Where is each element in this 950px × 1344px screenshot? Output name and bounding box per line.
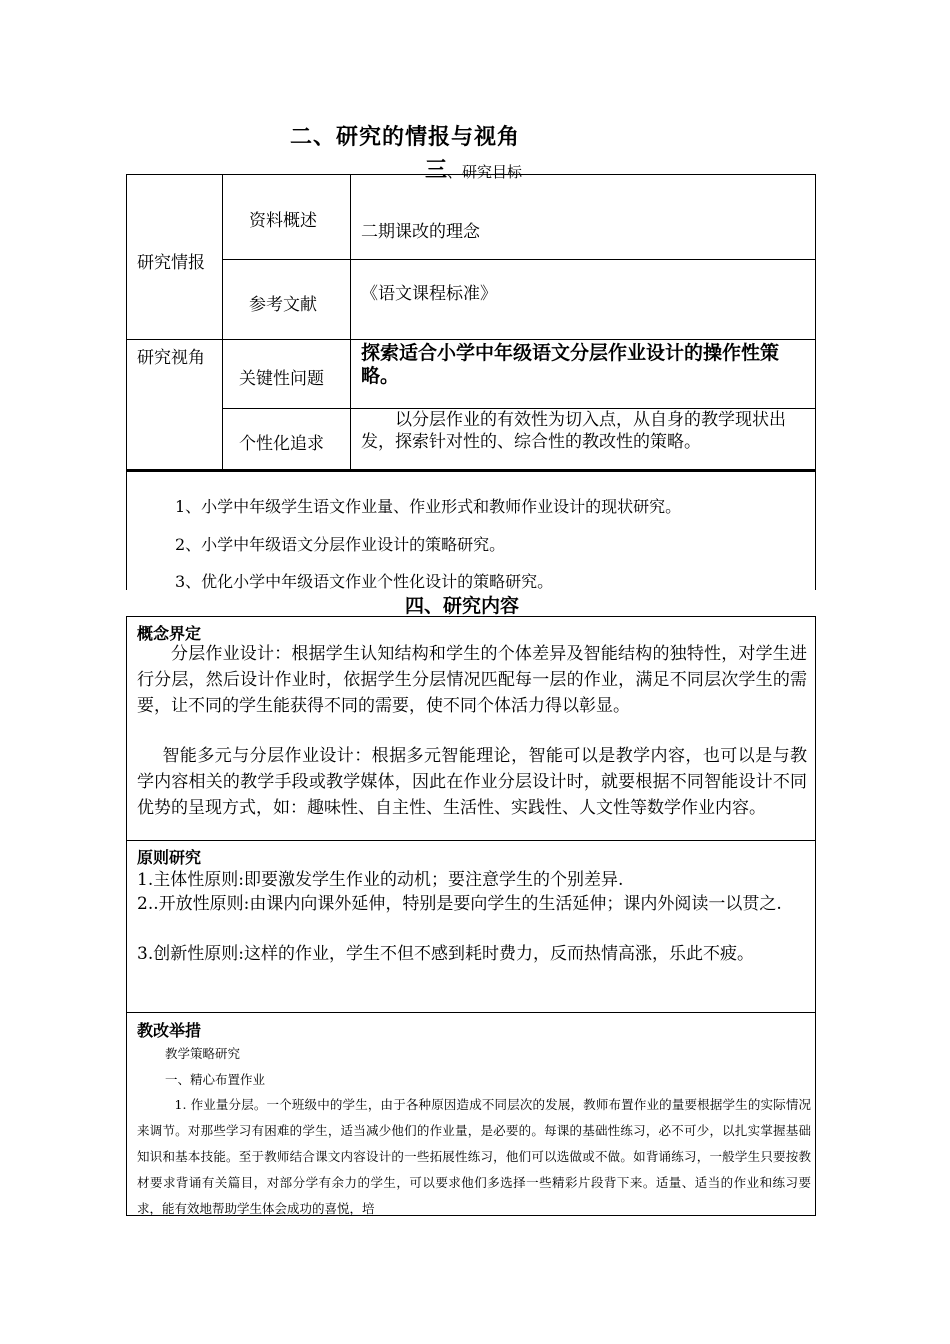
goal-item: 2、小学中年级语文分层作业设计的策略研究。 [175, 535, 506, 554]
heading-3-text: 、研究目标 [447, 163, 523, 181]
research-info-label: 研究情报 [137, 253, 205, 273]
reform-subtitle-2: 一、精心布置作业 [165, 1072, 266, 1087]
principle-item-2: 2..开放性原则:由课内向课外延伸，特别是要向学生的生活延伸；课内外阅读一以贯之. [137, 894, 782, 914]
concept-paragraph-1: 分层作业设计：根据学生认知结构和学生的个体差异及智能结构的独特性，对学生进行分层，然后设计作业时，依据学生分层情况匹配每一层的作业，满足不同层次学生的需要，让不同的学生能获得不同的需要，使不同个体活力得以彰显。 [137, 644, 807, 716]
material-overview-value: 二期课改的理念 [361, 222, 480, 242]
principle-title: 原则研究 [137, 848, 202, 867]
principle-item-1: 1.主体性原则:即要激发学生作业的动机；要注意学生的个别差异. [137, 870, 624, 890]
section-heading-2: 二、研究的情报与视角 [290, 125, 521, 150]
key-question-label: 关键性问题 [239, 369, 324, 389]
heading-3-number: 三 [425, 158, 448, 183]
research-perspective-label: 研究视角 [137, 348, 205, 368]
research-content-table [126, 616, 816, 1216]
goal-item: 3、优化小学中年级语文作业个性化设计的策略研究。 [175, 572, 554, 591]
principle-item-3: 3.创新性原则:这样的作业，学生不但不感到耗时费力，反而热情高涨，乐此不疲。 [137, 944, 754, 964]
material-overview-label: 资料概述 [249, 211, 317, 231]
concept-title: 概念界定 [137, 624, 202, 643]
reform-paragraph: 1. 作业量分层。一个班级中的学生，由于各种原因造成不同层次的发展，教师布置作业的量要根据学生的实际情况来调节。对那些学习有困难的学生，适当减少他们的作业量，是必要的。每课的基础性练习，必不可少，以扎实掌握基础知识和基本技能。至于教师结合课文内容设计的一些拓展性练习，他们可以选做或不做。如背诵练习，一般学生只要按教材要求背诵有关篇目，对部分学有余力的学生，可以要求他们多选择一些精彩片段背下来。适量、适当的作业和练习要求，能有效地帮助学生体会成功的喜悦，培 [137, 1097, 811, 1216]
key-question-value: 探索适合小学中年级语文分层作业设计的操作性策略。 [361, 342, 780, 387]
section-heading-4: 四、研究内容 [405, 595, 520, 617]
reform-title: 教改举措 [137, 1021, 202, 1040]
references-value: 《语文课程标准》 [361, 284, 497, 304]
research-info-table [126, 174, 816, 470]
research-goals-box [126, 470, 816, 590]
reform-subtitle-1: 教学策略研究 [165, 1046, 241, 1061]
personal-pursuit-value: 以分层作业的有效性为切入点，从自身的教学现状出发，探索针对性的、综合性的教改性的策略。 [361, 410, 786, 452]
references-label: 参考文献 [249, 295, 317, 315]
personal-pursuit-label: 个性化追求 [239, 434, 324, 454]
concept-paragraph-2: 智能多元与分层作业设计：根据多元智能理论，智能可以是教学内容，也可以是与教学内容相关的教学手段或教学媒体，因此在作业分层设计时，就要根据不同智能设计不同优势的呈现方式，如：趣味性、自主性、生活性、实践性、人文性等数学作业内容。 [137, 746, 807, 818]
goal-item: 1、小学中年级学生语文作业量、作业形式和教师作业设计的现状研究。 [175, 497, 682, 516]
